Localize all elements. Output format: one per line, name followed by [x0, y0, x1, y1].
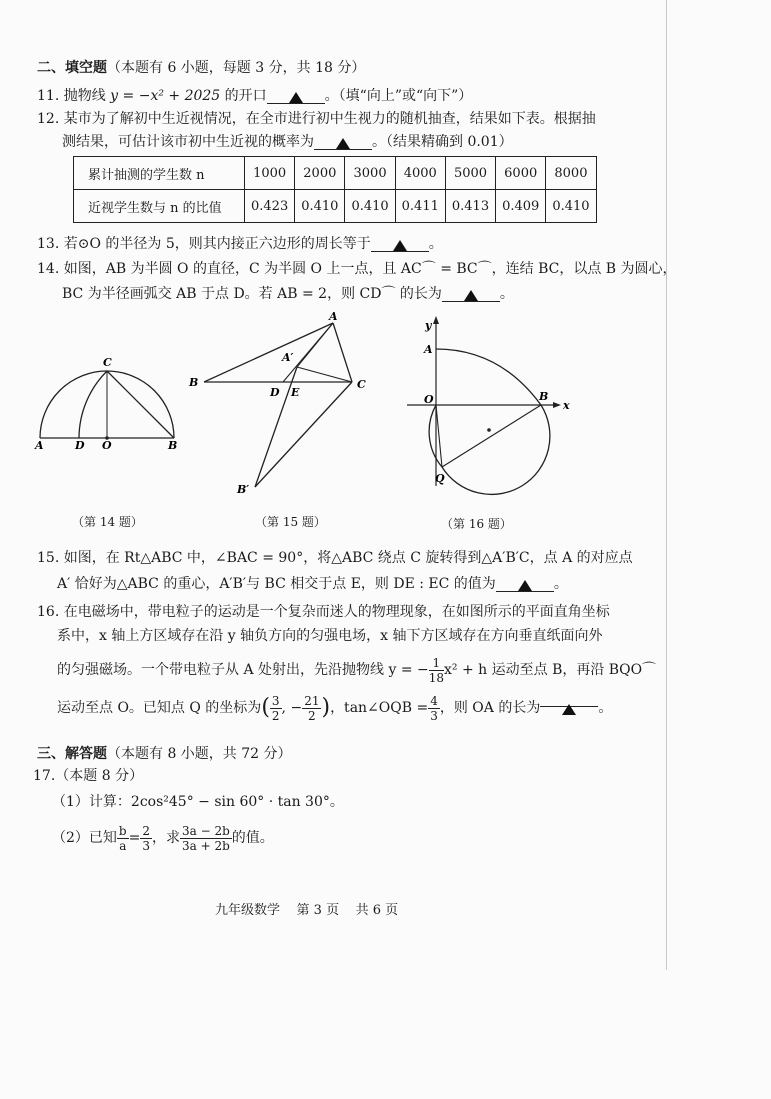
label-e: E: [291, 386, 300, 399]
triangle-icon: [393, 240, 407, 251]
label-a: A: [35, 439, 44, 450]
arc-bqo: [429, 405, 550, 494]
table-cell: 0.411: [395, 190, 445, 223]
q12-line1: 某市为了解初中生近视情况，在全市进行初中生视力的随机抽查，结果如下表。根据抽: [63, 111, 596, 127]
segment-a1c: [297, 367, 352, 382]
label-b: B: [168, 439, 178, 450]
q11-expression: y = −x² + 2025: [110, 88, 221, 104]
q16-line2: 系中，x 轴上方区域存在沿 y 轴负方向的匀强电场，x 轴下方区域存在方向垂直纸面向外: [57, 628, 603, 644]
fraction: [140, 824, 152, 853]
table-cell: 0.410: [345, 190, 395, 223]
q17-part2-pre: （2）已知: [52, 830, 117, 846]
arc-cd: [79, 371, 107, 438]
fraction-denominator: 2: [271, 708, 280, 723]
q16-line4-post-pre: ，则 OA 的长为: [439, 700, 541, 716]
question-13: [37, 235, 443, 253]
q12-line2-pre: 测结果，可估计该市初中生近视的概率为: [62, 134, 314, 150]
question-14-line2: [62, 285, 514, 303]
question-12-line2: [62, 133, 513, 151]
fraction: [270, 694, 282, 723]
table-row: [74, 157, 597, 190]
q16-line3-pre: 的匀强磁场。一个带电粒子从 A 处射出，先沿抛物线 y = −: [57, 662, 429, 678]
table-cell: 0.423: [245, 190, 295, 223]
x-axis-arrow-icon: [553, 402, 561, 408]
q14-line2-pre: BC 为半径画弧交 AB 于点 D。若 AB = 2，则 CD⌒ 的长为: [62, 286, 442, 302]
label-c: C: [103, 356, 112, 369]
q16-line1: 在电磁场中，带电粒子的运动是一个复杂而迷人的物理现象，在如图所示的平面直角坐标: [63, 604, 610, 620]
table-cell: 0.410: [295, 190, 345, 223]
page-footer: [215, 902, 398, 920]
triangle-icon: [336, 138, 350, 149]
label-o: O: [102, 439, 112, 450]
table-header-ratio: 近视学生数与 n 的比值: [74, 190, 245, 223]
section-3-note: （本题有 8 小题，共 72 分）: [107, 746, 292, 762]
fraction-numerator: 4: [430, 693, 438, 708]
fraction-denominator: 3: [142, 838, 150, 853]
question-11: [37, 87, 472, 105]
table-header-n: 累计抽测的学生数 n: [74, 157, 245, 190]
triangle-icon: [464, 290, 478, 301]
segment-ac: [333, 323, 352, 382]
q16-line4-pre: 运动至点 O。已知点 Q 的坐标为: [57, 700, 262, 716]
fraction: [302, 694, 321, 723]
label-q: Q: [435, 472, 445, 485]
q17-part2-mid: ，求: [151, 830, 180, 846]
paren-close: ): [321, 695, 331, 720]
question-17-part2: [52, 820, 274, 856]
label-c: C: [357, 378, 366, 391]
q12-answer-blank: [314, 135, 372, 150]
fraction-denominator: 3: [430, 708, 438, 723]
q11-pre: 抛物线: [63, 88, 111, 104]
fraction-numerator: 1: [429, 656, 444, 671]
q17-part2-post: 的值。: [231, 830, 274, 846]
label-d: D: [270, 386, 280, 399]
question-16-line3: [57, 653, 656, 687]
question-12-line1: [37, 110, 596, 128]
q13-text-post: 。: [428, 236, 443, 252]
fraction-denominator: 18: [428, 670, 445, 685]
q14-line1: 如图，AB 为半圆 O 的直径，C 为半圆 O 上一点，且 AC⌒ = BC⌒，连结 BC，以点 B 为圆心，: [63, 261, 677, 277]
center-point: [487, 428, 491, 432]
parabola-ab: [436, 349, 541, 405]
table-cell: 0.410: [546, 190, 596, 223]
q11-number: 11.: [37, 88, 60, 104]
section-3-heading: [37, 745, 292, 763]
figure-16: [405, 312, 575, 502]
q11-answer-blank: [267, 89, 325, 104]
table-cell: 0.413: [445, 190, 495, 223]
fraction: [117, 824, 129, 853]
label-d: D: [75, 439, 85, 450]
q14-answer-blank: [442, 287, 500, 302]
question-15-line2: [57, 575, 568, 593]
figure-15: [185, 310, 375, 500]
question-15-line1: [37, 549, 633, 567]
page-edge-shadow: [666, 0, 667, 970]
footer-page: 第 3 页: [296, 903, 340, 918]
segment-a1b1: [255, 367, 297, 487]
q16-line3-post: x² + h 运动至点 B，再沿 BQO⌒: [444, 662, 657, 678]
q16-tan-pre: ，tan∠OQB =: [330, 700, 429, 716]
question-17-head: 17.（本题 8 分）: [33, 768, 144, 784]
paren-open: (: [261, 695, 270, 720]
figure-16-caption: （第 16 题）: [441, 517, 512, 531]
section-2-heading: [37, 59, 365, 77]
q12-data-table: [73, 156, 597, 223]
triangle-icon: [518, 580, 532, 591]
segment-ba: [204, 323, 333, 382]
y-axis-arrow-icon: [433, 316, 439, 324]
table-cell: 5000: [445, 157, 495, 190]
label-a: A: [424, 343, 433, 356]
section-3-title: 三、解答题: [37, 746, 107, 762]
q13-answer-blank: [371, 237, 429, 252]
triangle-icon: [562, 704, 576, 715]
q11-mid: 的开口: [220, 88, 267, 104]
q13-number: 13.: [37, 236, 60, 252]
q15-line2-post: 。: [553, 576, 568, 592]
q14-line2-post: 。: [499, 286, 514, 302]
segment-qo: [436, 405, 442, 467]
label-a: A: [329, 310, 338, 323]
fraction-numerator: 3: [271, 693, 280, 708]
triangle-icon: [289, 92, 303, 103]
table-cell: 2000: [295, 157, 345, 190]
table-cell: 8000: [546, 157, 596, 190]
figure-15-caption: （第 15 题）: [255, 515, 326, 529]
segment-aa1: [297, 323, 333, 367]
section-2-title: 二、填空题: [37, 60, 107, 76]
fraction: [180, 824, 232, 853]
fraction-numerator: 21: [304, 693, 320, 708]
q12-number: 12.: [37, 111, 60, 127]
q15-line1: 如图，在 Rt△ABC 中，∠BAC = 90°，将△ABC 绕点 C 旋转得到△A′B′C，点 A 的对应点: [63, 550, 633, 566]
q15-answer-blank: [496, 577, 554, 592]
segment-qb: [442, 405, 541, 467]
fraction: [429, 656, 444, 685]
q16-number: 16.: [37, 604, 60, 620]
figure-14: [30, 350, 190, 450]
q16-line4-post: 。: [598, 700, 613, 716]
q15-line2-pre: A′ 恰好为△ABC 的重心，A′B′与 BC 相交于点 E，则 DE : EC 的值为: [57, 576, 496, 592]
footer-total: 共 6 页: [355, 903, 399, 918]
equals-sign: =: [128, 830, 141, 846]
q14-number: 14.: [37, 261, 60, 277]
section-2-note: （本题有 6 小题，每题 3 分，共 18 分）: [107, 60, 366, 76]
q12-line2-post: 。（结果精确到 0.01）: [372, 134, 513, 150]
label-y: y: [425, 319, 432, 332]
q11-post: 。（填“向上”或“向下”）: [324, 88, 473, 104]
fraction-denominator: 2: [308, 708, 316, 723]
table-cell: 4000: [395, 157, 445, 190]
label-o: O: [424, 393, 434, 406]
figure-14-caption: （第 14 题）: [72, 515, 143, 529]
fraction-denominator: a: [119, 838, 127, 853]
label-b: B: [189, 376, 199, 389]
segment-bc: [107, 371, 174, 438]
q16-answer-blank: [540, 692, 598, 707]
question-16-line2: [57, 627, 603, 645]
fraction-numerator: b: [118, 823, 127, 838]
table-cell: 3000: [345, 157, 395, 190]
label-b-prime: B′: [237, 483, 250, 496]
label-x: x: [563, 399, 570, 412]
table-row: [74, 190, 597, 223]
question-14-line1: [37, 260, 677, 278]
table-cell: 0.409: [496, 190, 546, 223]
table-cell: 1000: [245, 157, 295, 190]
question-16-line1: [37, 603, 610, 621]
label-b: B: [539, 390, 549, 403]
footer-subject: 九年级数学: [215, 903, 281, 918]
q15-number: 15.: [37, 550, 60, 566]
question-17-part1: （1）计算：2cos²45° − sin 60° · tan 30°。: [52, 794, 344, 810]
fraction-denominator: 3a + 2b: [181, 838, 230, 853]
fraction-numerator: 2: [142, 823, 150, 838]
fraction: [428, 694, 440, 723]
table-cell: 6000: [496, 157, 546, 190]
fraction-numerator: 3a − 2b: [181, 823, 230, 838]
question-16-line4: 运动至点 O。已知点 Q 的坐标为( $\frac{3}{2}$ , − $\frac{21}{2}$ )，tan∠OQB = $\frac{4}{3}$ ，则 OA 的长为 。: [57, 693, 613, 723]
label-a-prime: A′: [282, 351, 294, 364]
q13-text-pre: 若⊙O 的半径为 5，则其内接正六边形的周长等于: [63, 236, 371, 252]
